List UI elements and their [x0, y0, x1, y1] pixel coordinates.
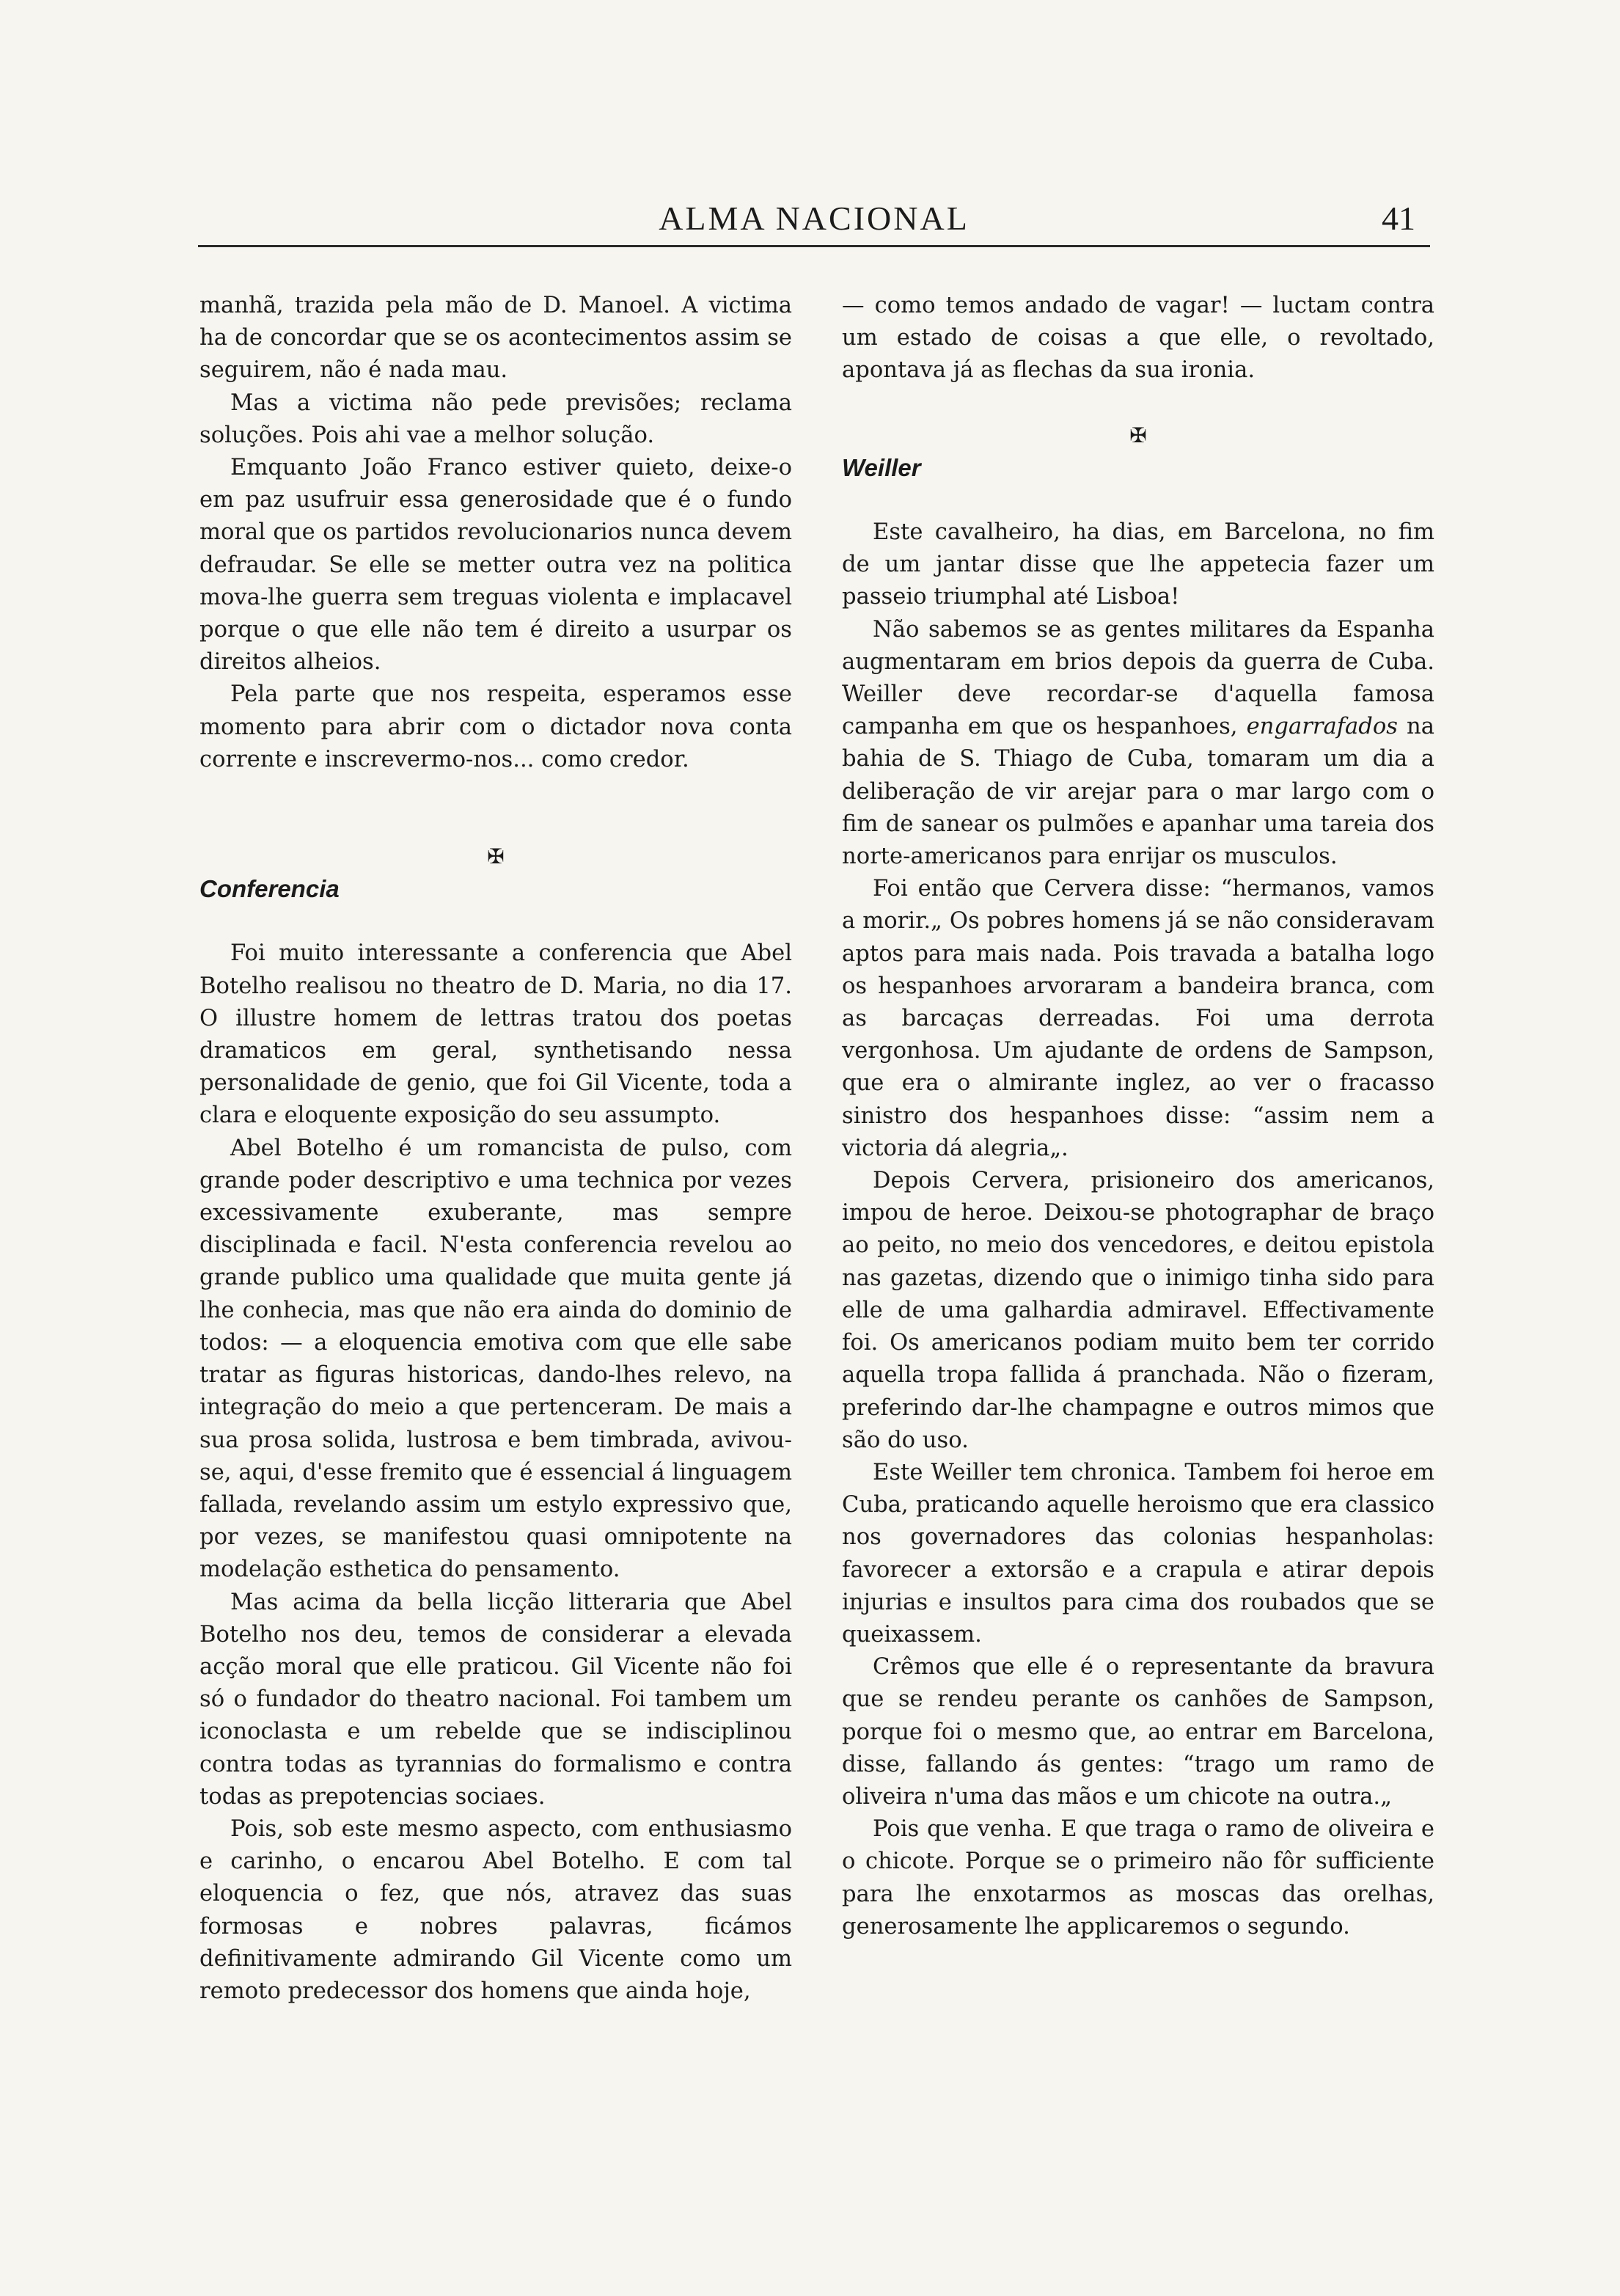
paragraph: Mas acima da bella licção litteraria que Abel Botelho nos deu, temos de considerar a elevada acção moral que elle praticou. Gil Vicente não foi só o fundador do theatro nacional. Foi tambem um iconoclasta e um rebelde que se indisciplinou contra todas as tyrannias do formalismo e contra todas as prepotencias sociaes. [199, 1589, 792, 1810]
text-run: na bahia de S. Thiago de Cuba, tomaram um dia a deliberação de vir arejar para o mar largo com o fim de sanear os pulmões e apanhar uma tareia dos norte-americanos para enrijar os musculos. [842, 714, 1434, 870]
paragraph: Depois Cervera, prisioneiro dos americanos, impou de heroe. Deixou-se photographar de braço ao peito, no meio dos vencedores, e deitou epistola nas gazetas, dizendo que o inimigo tinha sido para elle de uma galhardia admiravel. Effectivamente foi. Os americanos podiam muito bem ter corrido aquella tropa fallida á pranchada. Não o fizeram, preferindo dar-lhe champagne e outros mimos que são do uso. [842, 1168, 1434, 1453]
paragraph: Foi muito interessante a conferencia que Abel Botelho realisou no theatro de D. Maria, no dia 17. O illustre homem de lettras tratou dos poetas dramaticos em geral, synthetisando nessa personalidade de genio, que foi Gil Vicente, toda a clara e eloquente exposição do seu assumpto. [199, 940, 792, 1129]
paragraph: manhã, trazida pela mão de D. Manoel. A victima ha de concordar que se os acontecimentos assim se seguirem, não é nada mau. [199, 293, 792, 384]
paragraph: Mas a victima não pede previsões; reclama soluções. Pois ahi vae a melhor solução. [199, 390, 792, 448]
paragraph [842, 614, 1434, 874]
spacer [199, 776, 792, 841]
paragraph: — como temos andado de vagar! — luctam contra um estado de coisas a que elle, o revoltado, apontava já as flechas da sua ironia. [842, 293, 1434, 384]
paragraph: Pois, sob este mesmo aspecto, com enthusiasmo e carinho, o encarou Abel Botelho. E com tal eloquencia o fez, que nós, atravez das suas formosas e nobres palavras, ficámos definitivamente admirando Gil Vicente como um remoto predecessor dos homens que ainda hoje, [199, 1816, 792, 2004]
spacer [842, 387, 1434, 420]
spacer [842, 484, 1434, 516]
spacer [199, 905, 792, 937]
paragraph: Abel Botelho é um romancista de pulso, com grande poder descriptivo e uma technica por vezes excessivamente exuberante, mas sempre disciplinada e facil. N'esta conferencia revelou ao grande publico uma qualidade que muita gente já lhe conhecia, mas que não era ainda do dominio de todos: — a eloquencia emotiva com que elle sabe tratar as figuras historicas, dando-lhes relevo, na integração do meio a que pertenceram. De mais a sua prosa solida, lustrosa e bem timbrada, avivou-se, aqui, d'esse fremito que é essencial á linguagem fallada, revelando assim um estylo expressivo que, por vezes, se manifestou quasi omnipotente na modelação esthetica do pensamento. [199, 1135, 792, 1583]
paragraph: Emquanto João Franco estiver quieto, deixe-o em paz usufruir essa generosidade que é o fundo moral que os partidos revolucionarios nunca devem defraudar. Se elle se metter outra vez na politica mova-lhe guerra sem treguas violenta e implacavel porque o que elle não tem é direito a usurpar os direitos alheios. [199, 455, 792, 676]
section-ornament-icon: ✠ [1129, 423, 1147, 447]
running-header [198, 197, 1430, 241]
section-heading-conferencia: Conferencia [199, 875, 340, 903]
paragraph: Este Weiller tem chronica. Tambem foi heroe em Cuba, praticando aquelle heroismo que era classico nos governadores das colonias hespanholas: favorecer a extorsão e a crapula e atirar depois injurias e insultos para cima dos roubados que se queixassem. [842, 1459, 1434, 1648]
paragraph: Este cavalheiro, ha dias, em Barcelona, no fim de um jantar disse que lhe appetecia fazer um passeio triumphal até Lisboa! [842, 519, 1434, 610]
right-column [842, 290, 1434, 1943]
paragraph: Pois que venha. E que traga o ramo de oliveira e o chicote. Porque se o primeiro não fôr sufficiente para lhe enxotarmos as moscas das orelhas, generosamente lhe applicaremos o segundo. [842, 1816, 1434, 1939]
page-number: 41 [1382, 200, 1415, 237]
text-run: Não sabemos se as gentes militares da Espanha augmentaram em brios depois da guerra de Cuba. Weiller deve recordar-se d'aquella famosa campanha em que os hespanhoes, [842, 616, 1434, 740]
italic-word: engarrafados [1246, 714, 1398, 740]
left-column [199, 290, 792, 2008]
header-rule [198, 245, 1430, 247]
paragraph: Foi então que Cervera disse: “hermanos, vamos a morir.„ Os pobres homens já se não consideravam aptos para mais nada. Pois travada a batalha logo os hespanhoes arvoraram a bandeira branca, com as barcaças derreadas. Foi uma derrota vergonhosa. Um ajudante de ordens de Sampson, que era o almirante inglez, ao ver o fracasso sinistro dos hespanhoes disse: “assim nem a victoria dá alegria„. [842, 876, 1434, 1161]
paragraph: Pela parte que nos respeita, esperamos esse momento para abrir com o dictador nova conta corrente e inscrevermo-nos... como credor. [199, 681, 792, 772]
paragraph: Crêmos que elle é o representante da bravura que se rendeu perante os canhões de Sampson, porque foi o mesmo que, ao entrar em Barcelona, disse, fallando ás gentes: “trago um ramo de oliveira n'uma das mãos e um chicote na outra.„ [842, 1654, 1434, 1810]
section-heading-weiller: Weiller [842, 453, 921, 481]
journal-title: ALMA NACIONAL [659, 200, 970, 237]
section-ornament-icon: ✠ [487, 844, 505, 869]
